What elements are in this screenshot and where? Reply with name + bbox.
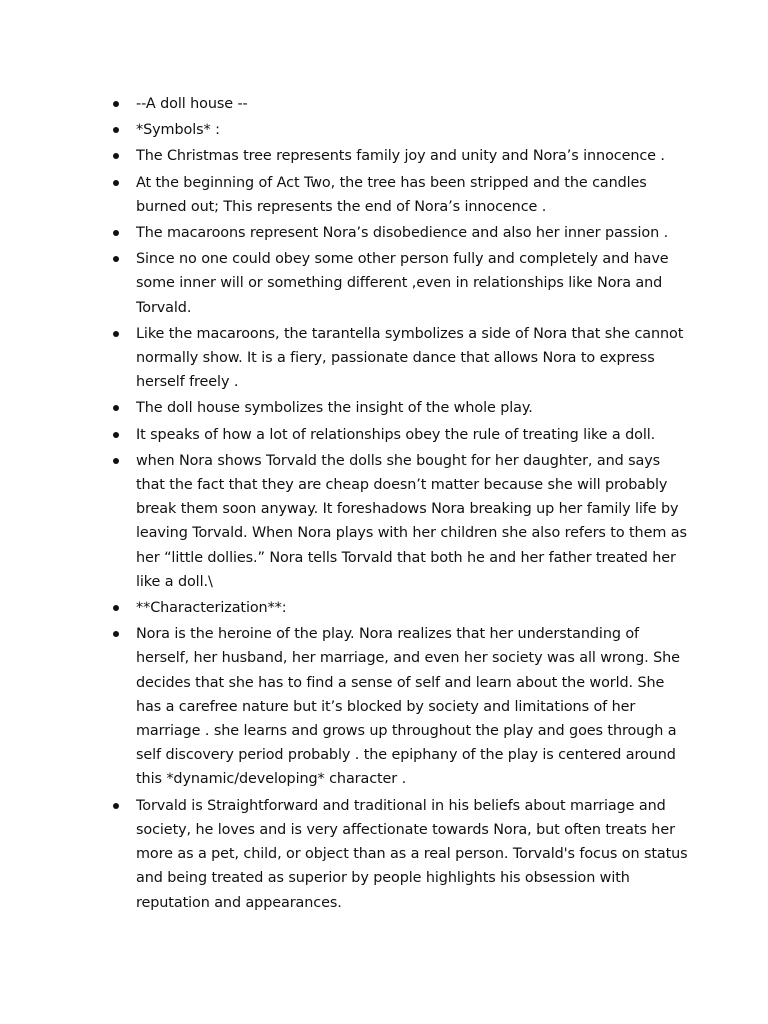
list-item <box>110 396 690 420</box>
list-item <box>110 423 690 447</box>
list-item <box>110 794 690 915</box>
bullet-icon <box>113 331 119 337</box>
list-item <box>110 596 690 620</box>
list-item-text: Like the macaroons, the tarantella symbolizes a side of Nora that she cannot normally show. It is a fiery, passionate dance that allows Nora to express herself freely . <box>136 325 684 391</box>
list-item <box>110 171 690 219</box>
list-item-text: The macaroons represent Nora’s disobedience and also her inner passion . <box>136 225 669 242</box>
list-item-text: The Christmas tree represents family joy and unity and Nora’s innocence . <box>136 148 665 165</box>
bullet-icon <box>113 605 119 611</box>
list-item <box>110 144 690 168</box>
list-item <box>110 247 690 320</box>
list-item-text: when Nora shows Torvald the dolls she bought for her daughter, and says that the fact that they are cheap doesn’t matter because she will probably break them soon anyway. It foreshadows Nora breaking up her family life by leaving Torvald. When Nora plays with her children she also refers to them as her “little dollies.” Nora tells Torvald that both he and her father treated her like a doll.\ <box>136 452 687 590</box>
bullet-icon <box>113 180 119 186</box>
bullet-icon <box>113 631 119 637</box>
list-item <box>110 622 690 791</box>
bullet-list <box>110 92 690 917</box>
bullet-icon <box>113 432 119 438</box>
list-item <box>110 221 690 245</box>
list-item-text: **Characterization**: <box>136 600 287 617</box>
list-item-text: Since no one could obey some other person fully and completely and have some inner will or something different ,even in relationships like Nora and Torvald. <box>136 251 669 316</box>
list-item <box>110 449 690 594</box>
bullet-icon <box>113 101 119 107</box>
bullet-icon <box>113 405 119 411</box>
list-item-text: Torvald is Straightforward and traditional in his beliefs about marriage and society, he loves and is very affectionate towards Nora, but often treats her more as a pet, child, or object than as a real person. Torvald's focus on status and being treated as superior by people highlights his obsession with reputation and appearances. <box>136 797 688 911</box>
list-item-text: Nora is the heroine of the play. Nora realizes that her understanding of herself, her husband, her marriage, and even her society was all wrong. She decides that she has to find a sense of self and learn about the world. She has a carefree nature but it’s blocked by society and limitations of her marriage . she learns and grows up throughout the play and goes through a self discovery period probably . the epiphany of the play is centered around this *dynamic/developing* character . <box>136 626 680 788</box>
list-item-text: --A doll house -- <box>136 96 248 112</box>
bullet-icon <box>113 230 119 236</box>
list-item <box>110 322 690 395</box>
list-item-text: The doll house symbolizes the insight of the whole play. <box>136 400 533 417</box>
list-item-text: At the beginning of Act Two, the tree has been stripped and the candles burned out; This represents the end of Nora’s innocence . <box>136 174 647 215</box>
list-item <box>110 118 690 142</box>
list-item <box>110 92 690 116</box>
list-item-text: It speaks of how a lot of relationships obey the rule of treating like a doll. <box>136 426 656 443</box>
bullet-icon <box>113 153 119 159</box>
bullet-icon <box>113 127 119 133</box>
bullet-icon <box>113 458 119 464</box>
bullet-icon <box>113 256 119 262</box>
bullet-icon <box>113 803 119 809</box>
list-item-text: *Symbols* : <box>136 122 220 139</box>
